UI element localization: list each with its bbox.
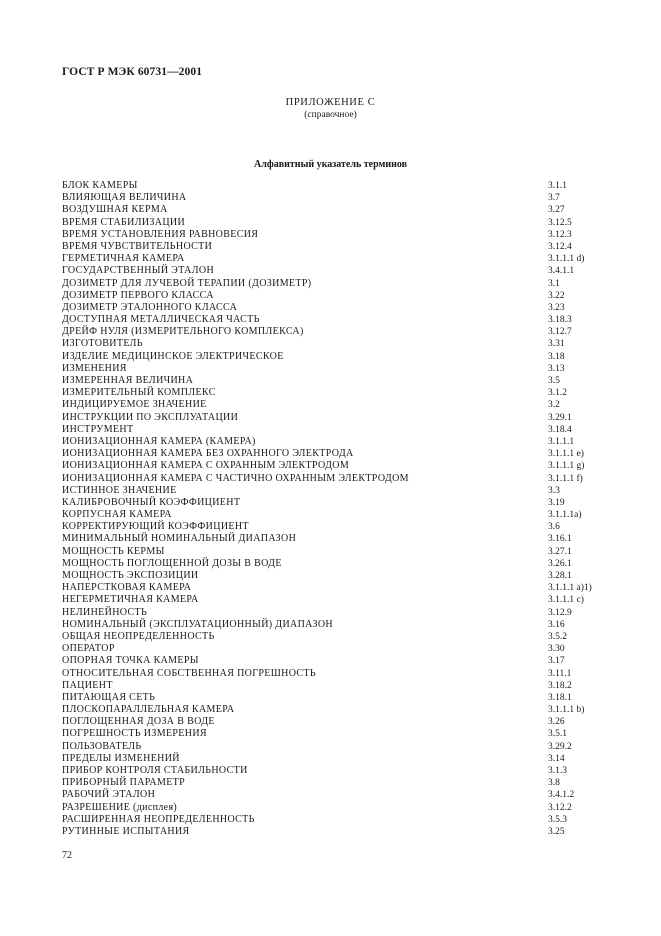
index-reference: 3.18.1 <box>548 692 572 703</box>
index-term: ИНСТРУМЕНТ <box>62 423 134 435</box>
index-reference: 3.4.1.1 <box>548 266 575 277</box>
index-reference: 3.12.5 <box>548 217 572 228</box>
index-reference: 3.1.3 <box>548 766 567 776</box>
index-entry <box>62 765 602 777</box>
index-reference: 3.5.2 <box>548 631 567 642</box>
term-index-list <box>62 180 602 838</box>
index-term: БЛОК КАМЕРЫ <box>62 180 138 191</box>
index-reference: 3.17 <box>548 656 565 667</box>
index-reference: 3.1.1.1 d) <box>548 254 585 265</box>
index-entry <box>62 619 602 631</box>
index-entry <box>62 229 602 241</box>
index-reference: 3.1.2 <box>548 388 567 399</box>
index-reference: 3.18.2 <box>548 680 572 691</box>
index-term: ОБЩАЯ НЕОПРЕДЕЛЕННОСТЬ <box>62 630 215 642</box>
index-entry <box>62 704 602 716</box>
index-term: ГОСУДАРСТВЕННЫЙ ЭТАЛОН <box>62 265 215 277</box>
index-term: НЕГЕРМЕТИЧНАЯ КАМЕРА <box>62 594 199 606</box>
index-entry <box>62 570 602 582</box>
index-entry <box>62 655 602 667</box>
index-reference: 3.27 <box>548 205 565 216</box>
index-entry <box>62 558 602 570</box>
index-term: НОМИНАЛЬНЫЙ (ЭКСПЛУАТАЦИОННЫЙ) ДИАПАЗОН <box>62 618 334 630</box>
index-term: ГЕРМЕТИЧНАЯ КАМЕРА <box>62 253 185 265</box>
index-term: ДОЗИМЕТР ДЛЯ ЛУЧЕВОЙ ТЕРАПИИ (ДОЗИМЕТР) <box>62 277 312 289</box>
index-entry <box>62 728 602 740</box>
index-reference: 3.18 <box>548 351 565 362</box>
index-reference: 3.28.1 <box>548 571 572 581</box>
index-entry <box>62 753 602 765</box>
index-entry <box>62 290 602 302</box>
index-term: ПЛОСКОПАРАЛЛЕЛЬНАЯ КАМЕРА <box>62 704 235 716</box>
index-reference: 3.30 <box>548 644 565 655</box>
index-term: КОРРЕКТИРУЮЩИЙ КОЭФФИЦИЕНТ <box>62 521 249 533</box>
index-reference: 3.1.1.1 g) <box>548 461 585 472</box>
index-entry <box>62 375 602 387</box>
index-term: ИСТИННОЕ ЗНАЧЕНИЕ <box>62 484 177 496</box>
index-entry <box>62 789 602 801</box>
index-reference: 3.27.1 <box>548 546 572 557</box>
index-reference: 3.23 <box>548 302 565 313</box>
index-reference: 3.1 <box>548 278 560 289</box>
index-reference: 3.31 <box>548 339 565 350</box>
index-reference: 3.12.3 <box>548 229 572 240</box>
index-entry <box>62 802 602 814</box>
index-entry <box>62 253 602 265</box>
index-reference: 3.16.1 <box>548 534 572 545</box>
index-reference: 3.8 <box>548 778 560 789</box>
index-reference: 3.12.7 <box>548 327 572 338</box>
index-entry <box>62 741 602 753</box>
index-term: ИЗДЕЛИЕ МЕДИЦИНСКОЕ ЭЛЕКТРИЧЕСКОЕ <box>62 350 284 362</box>
page-number: 72 <box>62 850 72 861</box>
index-term: ПАЦИЕНТ <box>62 679 113 691</box>
index-entry <box>62 424 602 436</box>
index-term: МОЩНОСТЬ ПОГЛОЩЕННОЙ ДОЗЫ В ВОДЕ <box>62 557 282 569</box>
index-term: ДОСТУПНАЯ МЕТАЛЛИЧЕСКАЯ ЧАСТЬ <box>62 314 260 326</box>
index-entry <box>62 460 602 472</box>
index-term: ИЗМЕНЕНИЯ <box>62 362 127 374</box>
index-entry <box>62 643 602 655</box>
index-entry <box>62 314 602 326</box>
index-reference: 3.1.1.1 c) <box>548 595 584 606</box>
index-entry <box>62 326 602 338</box>
index-term: РУТИННЫЕ ИСПЫТАНИЯ <box>62 825 190 837</box>
index-reference: 3.7 <box>548 193 560 204</box>
index-entry <box>62 497 602 509</box>
index-term: ПОГРЕШНОСТЬ ИЗМЕРЕНИЯ <box>62 728 207 740</box>
index-term: НАПЕРСТКОВАЯ КАМЕРА <box>62 582 192 594</box>
index-entry <box>62 363 602 375</box>
index-entry <box>62 399 602 411</box>
index-entry <box>62 265 602 277</box>
index-entry <box>62 217 602 229</box>
index-entry <box>62 485 602 497</box>
index-reference: 3.19 <box>548 497 565 508</box>
index-entry <box>62 204 602 216</box>
index-term: ПОЛЬЗОВАТЕЛЬ <box>62 740 142 752</box>
index-term: ДОЗИМЕТР ЭТАЛОННОГО КЛАССА <box>62 301 238 313</box>
index-term: ИНДИЦИРУЕМОЕ ЗНАЧЕНИЕ <box>62 399 207 411</box>
index-term: ДОЗИМЕТР ПЕРВОГО КЛАССА <box>62 289 214 301</box>
index-term: МИНИМАЛЬНЫЙ НОМИНАЛЬНЫЙ ДИАПАЗОН <box>62 533 297 545</box>
index-entry <box>62 192 602 204</box>
index-reference: 3.3 <box>548 485 560 496</box>
index-entry <box>62 777 602 789</box>
index-reference: 3.11.1 <box>548 668 572 679</box>
index-title: Алфавитный указатель терминов <box>253 159 408 170</box>
index-reference: 3.14 <box>548 753 565 764</box>
index-reference: 3.1.1.1a) <box>548 510 582 521</box>
index-reference: 3.22 <box>548 290 565 301</box>
index-reference: 3.29.2 <box>548 741 572 752</box>
index-term: КОРПУСНАЯ КАМЕРА <box>62 509 172 521</box>
index-reference: 3.26.1 <box>548 558 572 569</box>
index-entry <box>62 826 602 838</box>
index-reference: 3.18.4 <box>548 424 572 435</box>
index-reference: 3.5 <box>548 376 560 386</box>
index-term: ИНСТРУКЦИИ ПО ЭКСПЛУАТАЦИИ <box>62 411 239 423</box>
index-term: ВРЕМЯ ЧУВСТВИТЕЛЬНОСТИ <box>62 240 213 252</box>
index-reference: 3.5.3 <box>548 814 567 825</box>
index-entry <box>62 521 602 533</box>
index-term: НЕЛИНЕЙНОСТЬ <box>62 606 148 618</box>
index-term: РАЗРЕШЕНИЕ (дисплея) <box>62 801 178 813</box>
index-term: КАЛИБРОВОЧНЫЙ КОЭФФИЦИЕНТ <box>62 496 241 508</box>
index-entry <box>62 533 602 545</box>
index-entry <box>62 546 602 558</box>
index-term: РАСШИРЕННАЯ НЕОПРЕДЕЛЕННОСТЬ <box>62 813 255 825</box>
index-entry <box>62 631 602 643</box>
index-term: ИОНИЗАЦИОННАЯ КАМЕРА С ЧАСТИЧНО ОХРАННЫМ ЭЛЕКТРОДОМ <box>62 472 409 484</box>
index-reference: 3.12.9 <box>548 607 572 618</box>
index-term: ВОЗДУШНАЯ КЕРМА <box>62 204 168 216</box>
index-entry <box>62 716 602 728</box>
index-reference: 3.16 <box>548 619 565 630</box>
index-entry <box>62 436 602 448</box>
index-reference: 3.29.1 <box>548 412 572 423</box>
index-entry <box>62 351 602 363</box>
index-term: ИЗМЕРЕННАЯ ВЕЛИЧИНА <box>62 375 194 386</box>
index-reference: 3.1.1 <box>548 181 567 191</box>
index-term: РАБОЧИЙ ЭТАЛОН <box>62 789 156 801</box>
index-term: ПРИБОРНЫЙ ПАРАМЕТР <box>62 777 186 789</box>
index-term: ОПЕРАТОР <box>62 643 115 655</box>
appendix-subtitle: (справочное) <box>304 110 357 120</box>
index-entry <box>62 594 602 606</box>
index-term: ВРЕМЯ СТАБИЛИЗАЦИИ <box>62 216 186 228</box>
index-reference: 3.1.1.1 e) <box>548 449 584 460</box>
index-reference: 3.6 <box>548 522 560 533</box>
index-entry <box>62 814 602 826</box>
index-reference: 3.2 <box>548 400 560 411</box>
index-reference: 3.1.1.1 a)1) <box>548 583 592 594</box>
index-reference: 3.25 <box>548 826 565 837</box>
index-term: ИЗГОТОВИТЕЛЬ <box>62 338 143 350</box>
index-entry <box>62 180 602 192</box>
index-term: ВЛИЯЮЩАЯ ВЕЛИЧИНА <box>62 192 187 204</box>
index-term: ИОНИЗАЦИОННАЯ КАМЕРА (КАМЕРА) <box>62 435 256 447</box>
index-term: ДРЕЙФ НУЛЯ (ИЗМЕРИТЕЛЬНОГО КОМПЛЕКСА) <box>62 326 304 338</box>
index-entry <box>62 582 602 594</box>
index-term: ИОНИЗАЦИОННАЯ КАМЕРА БЕЗ ОХРАННОГО ЭЛЕКТРОДА <box>62 448 354 460</box>
index-entry <box>62 668 602 680</box>
index-term: ПРЕДЕЛЫ ИЗМЕНЕНИЙ <box>62 752 180 764</box>
index-term: ИОНИЗАЦИОННАЯ КАМЕРА С ОХРАННЫМ ЭЛЕКТРОДОМ <box>62 460 350 472</box>
index-term: ИЗМЕРИТЕЛЬНЫЙ КОМПЛЕКС <box>62 387 216 399</box>
index-entry <box>62 412 602 424</box>
index-reference: 3.13 <box>548 363 565 374</box>
index-entry <box>62 448 602 460</box>
index-reference: 3.1.1.1 f) <box>548 473 583 484</box>
index-entry <box>62 302 602 314</box>
index-entry <box>62 387 602 399</box>
index-reference: 3.1.1.1 <box>548 436 575 447</box>
index-entry <box>62 692 602 704</box>
index-entry <box>62 338 602 350</box>
index-entry <box>62 278 602 290</box>
index-reference: 3.26 <box>548 717 565 728</box>
index-term: ОТНОСИТЕЛЬНАЯ СОБСТВЕННАЯ ПОГРЕШНОСТЬ <box>62 667 316 679</box>
index-term: ОПОРНАЯ ТОЧКА КАМЕРЫ <box>62 655 199 667</box>
index-reference: 3.1.1.1 b) <box>548 705 585 716</box>
index-term: МОЩНОСТЬ КЕРМЫ <box>62 545 165 557</box>
index-reference: 3.4.1.2 <box>548 790 575 801</box>
index-entry <box>62 680 602 692</box>
appendix-title: ПРИЛОЖЕНИЕ С <box>285 97 376 108</box>
index-entry <box>62 607 602 619</box>
index-entry <box>62 473 602 485</box>
index-entry <box>62 241 602 253</box>
index-term: ПРИБОР КОНТРОЛЯ СТАБИЛЬНОСТИ <box>62 765 248 776</box>
index-term: ПОГЛОЩЕННАЯ ДОЗА В ВОДЕ <box>62 716 215 728</box>
index-reference: 3.12.4 <box>548 241 572 252</box>
index-term: ВРЕМЯ УСТАНОВЛЕНИЯ РАВНОВЕСИЯ <box>62 228 259 240</box>
index-reference: 3.18.3 <box>548 315 572 326</box>
document-header: ГОСТ Р МЭК 60731—2001 <box>62 66 203 78</box>
index-reference: 3.12.2 <box>548 802 572 813</box>
index-term: МОЩНОСТЬ ЭКСПОЗИЦИИ <box>62 570 199 581</box>
index-term: ПИТАЮЩАЯ СЕТЬ <box>62 691 156 703</box>
index-entry <box>62 509 602 521</box>
index-reference: 3.5.1 <box>548 729 567 740</box>
